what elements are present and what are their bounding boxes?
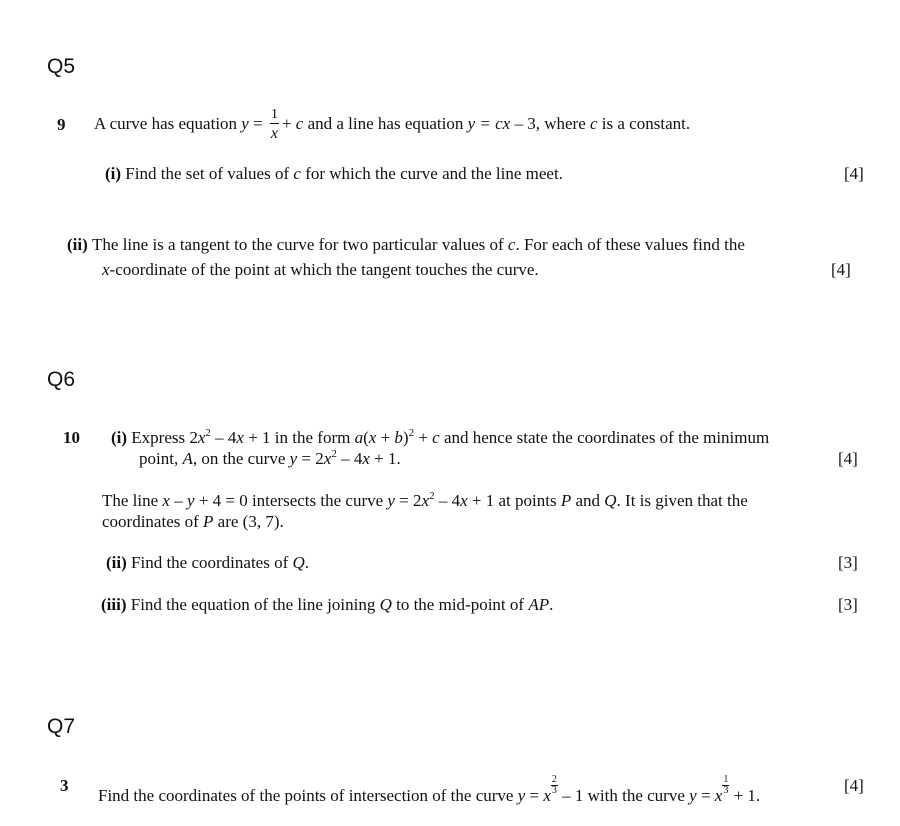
q5-part-i-marks: [4] bbox=[844, 164, 864, 183]
q5-part-i-c: c bbox=[293, 164, 301, 183]
q5-part-ii-line1 bbox=[67, 234, 745, 255]
q6-text: + 4 = 0 intersects the curve bbox=[194, 491, 388, 510]
q6-text: Express 2 bbox=[131, 428, 198, 447]
q6-part-iii-text: Find the equation of the line joining bbox=[130, 595, 380, 614]
q6-text: are (3, 7). bbox=[213, 512, 284, 531]
q5-part-ii-marks: [4] bbox=[831, 260, 851, 279]
q5-number: 9 bbox=[57, 115, 66, 134]
q5-part-ii-text1: The line is a tangent to the curve for two particular values of bbox=[92, 235, 508, 254]
q6-label: Q6 bbox=[47, 368, 76, 391]
q6-part-ii-text: Find the coordinates of bbox=[131, 553, 293, 572]
q5-frac-num: 1 bbox=[270, 107, 278, 123]
q5-part-ii-c: c bbox=[507, 235, 516, 254]
q6-stem-line2: coordinates of P are (3, 7). bbox=[102, 512, 284, 531]
q6-part-i-line1: (i) Express $2x^2 - 4x + 1$ in the form $a(x + b)^2 + c$ and hence state the coordinates of the minimum bbox=[111, 427, 770, 447]
q6-part-i-marks: [4] bbox=[838, 449, 858, 468]
q6-part-ii-marks: [3] bbox=[838, 553, 858, 572]
q6-text: + 1 in the form bbox=[243, 428, 355, 447]
q5-part-ii-label: (ii) bbox=[67, 235, 88, 254]
q6-part-iii: (iii) Find the equation of the line joining Q to the mid-point of AP. bbox=[101, 595, 554, 614]
q6-text: = 2 bbox=[297, 449, 324, 468]
q5-stem-c2: c bbox=[590, 114, 598, 133]
q5-stem-line-rest: – 3, where bbox=[510, 114, 590, 133]
q7-exp2-den: 3 bbox=[723, 785, 729, 796]
q6-part-iii-marks: [3] bbox=[838, 595, 858, 614]
q6-text: The line bbox=[102, 491, 163, 510]
q5-frac-den: x bbox=[270, 125, 278, 143]
q6-text: and bbox=[571, 491, 605, 510]
q7-text-e: + 1. bbox=[729, 786, 761, 805]
q5-stem-mid: and a line has equation bbox=[303, 114, 468, 133]
q6-text: – 4 bbox=[434, 491, 461, 510]
q5-stem-y: y bbox=[241, 114, 249, 133]
q6-part-iii-end: . bbox=[549, 595, 554, 614]
q5-part-i bbox=[105, 163, 563, 184]
q7-number: 3 bbox=[60, 776, 69, 795]
q5-part-ii-text2: -coordinate of the point at which the tangent touches the curve. bbox=[109, 260, 539, 279]
q6-part-i-line2: point, A, on the curve $y = 2x^2 - 4x + 1$. bbox=[139, 448, 401, 468]
q6-text: + 1 at points bbox=[467, 491, 561, 510]
q7-marks: [4] bbox=[844, 776, 864, 795]
q6-stem-line1: The line x – y + 4 = 0 intersects the curve $y = 2x^2 - 4x + 1$ at points P and Q. It is given that the bbox=[102, 490, 748, 510]
q5-stem-eq: = bbox=[248, 114, 267, 133]
q6-text: – bbox=[169, 491, 187, 510]
q7-text-d: = bbox=[696, 786, 715, 805]
q5-part-ii-text1-end: . For each of these values find the bbox=[515, 235, 745, 254]
q7-exponent-1 bbox=[551, 775, 558, 796]
q5-stem bbox=[94, 101, 690, 146]
q6-part-ii-label: (ii) bbox=[106, 553, 127, 572]
q6-text: – 4 bbox=[336, 449, 363, 468]
q5-part-ii-line2 bbox=[102, 259, 539, 280]
q6-part-iii-text2: to the mid-point of bbox=[391, 595, 529, 614]
q6-text: – 4 bbox=[210, 428, 237, 447]
q7-text-c: – 1 with the curve bbox=[557, 786, 690, 805]
q5-stem-end: is a constant. bbox=[597, 114, 691, 133]
q5-stem-c: c bbox=[295, 114, 304, 133]
q6-text: = 2 bbox=[394, 491, 422, 510]
q5-part-i-post: for which the curve and the line meet. bbox=[300, 164, 563, 183]
q5-fraction bbox=[270, 108, 279, 142]
q5-part-i-text: Find the set of values of bbox=[125, 164, 294, 183]
q5-stem-line-eq: y = cx bbox=[467, 114, 511, 133]
q6-text: point, bbox=[139, 449, 183, 468]
q7-text-a: Find the coordinates of the points of intersection of the curve bbox=[98, 786, 518, 805]
q7-text-b: = bbox=[525, 786, 544, 805]
q6-text: + 1. bbox=[369, 449, 401, 468]
q6-part-iii-label: (iii) bbox=[101, 595, 127, 614]
q7-text: Find the coordinates of the points of intersection of the curve y = x $\frac{2}{3}$ – 1 with the curve y = x $\frac{1}{3}$ + 1. bbox=[98, 774, 761, 805]
q6-part-ii: (ii) Find the coordinates of Q. bbox=[106, 553, 310, 572]
q6-text: , on the curve bbox=[192, 449, 290, 468]
q6-text: coordinates of bbox=[102, 512, 204, 531]
q7-label: Q7 bbox=[47, 715, 76, 738]
q5-stem-plus: + bbox=[281, 114, 296, 133]
q5-part-i-label: (i) bbox=[105, 164, 122, 183]
q7-exp1-num: 2 bbox=[551, 774, 557, 785]
q6-part-i-label: (i) bbox=[111, 428, 128, 447]
q6-text: . It is given that the bbox=[616, 491, 748, 510]
q6-number: 10 bbox=[63, 428, 80, 447]
q7-exp2-num: 1 bbox=[723, 774, 729, 785]
q7-exp1-den: 3 bbox=[551, 785, 557, 796]
q5-part-ii-x: x bbox=[102, 260, 110, 279]
q5-label: Q5 bbox=[47, 55, 76, 78]
q5-stem-text: A curve has equation bbox=[94, 114, 242, 133]
q6-text: and hence state the coordinates of the minimum bbox=[439, 428, 770, 447]
